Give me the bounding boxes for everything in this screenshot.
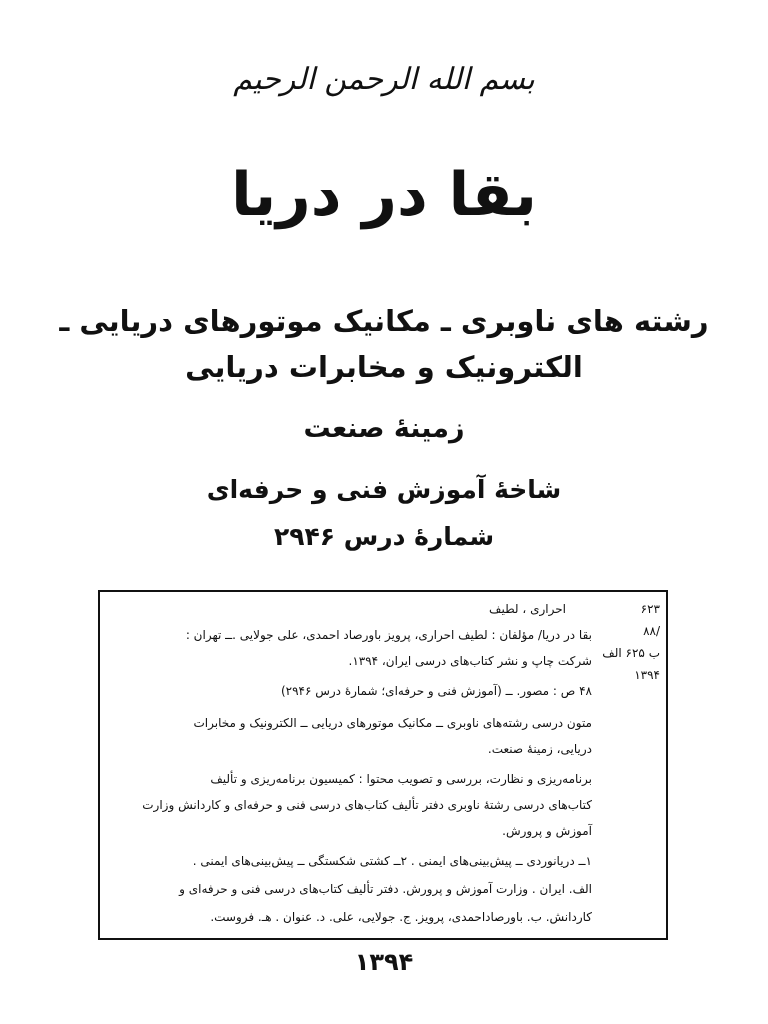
catalog-author: احراری ، لطیف — [489, 602, 566, 616]
catalog-note-line: آموزش و پرورش. — [502, 824, 592, 838]
catalog-note-line: دریایی، زمینۀ صنعت. — [487, 742, 592, 756]
call-number-line: ب ۶۲۵ الف — [602, 646, 660, 660]
subtitle-line-2: الکترونیک و مخابرات دریایی — [185, 350, 583, 384]
course-number: شمارۀ درس ۲۹۴۶ — [273, 522, 495, 551]
call-number-line: ۱۳۹۴ — [634, 668, 660, 682]
branch-label: شاخۀ آموزش فنی و حرفه‌ای — [206, 475, 562, 504]
basmala-calligraphy: بسم الله الرحمن الرحیم — [233, 62, 535, 97]
call-number — [604, 598, 660, 686]
catalog-publisher: شرکت چاپ و نشر کتاب‌های درسی ایران، ۱۳۹۴. — [348, 654, 592, 668]
catalog-note-line: متون درسی رشته‌های ناوبری ــ مکانیک موتورهای دریایی ــ الکترونیک و مخابرات — [193, 716, 592, 730]
catalog-subject-line: ۱ــ دریانوردی ــ پیش‌بینی‌های ایمنی . ۲ــ کشتی شکستگی ــ پیش‌بینی‌های ایمنی . — [192, 854, 592, 868]
book-subtitle — [0, 298, 768, 390]
catalog-note-line: برنامه‌ریزی و نظارت، بررسی و تصویب محتوا : کمیسیون برنامه‌ریزی و تألیف — [210, 772, 592, 786]
subtitle-line-1: رشته های ناوبری ـ مکانیک موتورهای دریایی ـ — [59, 304, 709, 338]
call-number-line: /۸۸ — [643, 624, 660, 638]
catalog-physical-description: ۴۸ ص : مصور. ــ (آموزش فنی و حرفه‌ای؛ شمارۀ درس ۲۹۴۶) — [280, 684, 592, 698]
book-title: بقا در دریا — [231, 160, 537, 230]
call-number-line: ۶۲۳ — [640, 602, 660, 616]
field-label: زمینۀ صنعت — [303, 413, 465, 444]
publication-year: ۱۳۹۴ — [354, 948, 414, 976]
catalog-subject-line: الف. ایران . وزارت آموزش و پرورش. دفتر تألیف کتاب‌های درسی فنی و حرفه‌ای و — [179, 882, 592, 896]
catalog-subject-line: کاردانش. ب. باورصاداحمدی، پرویز. ج. جولایی، علی. د. عنوان . هـ. فروست. — [210, 910, 592, 924]
cataloging-record-box — [98, 590, 668, 940]
catalog-note-line: کتاب‌های درسی رشتۀ ناوبری دفتر تألیف کتاب‌های درسی فنی و حرفه‌ای و کاردانش وزارت — [142, 798, 592, 812]
catalog-title-statement: بقا در دریا/ مؤلفان : لطیف احراری، پرویز باورصاد احمدی، علی جولایی .ــ تهران : — [185, 628, 592, 642]
